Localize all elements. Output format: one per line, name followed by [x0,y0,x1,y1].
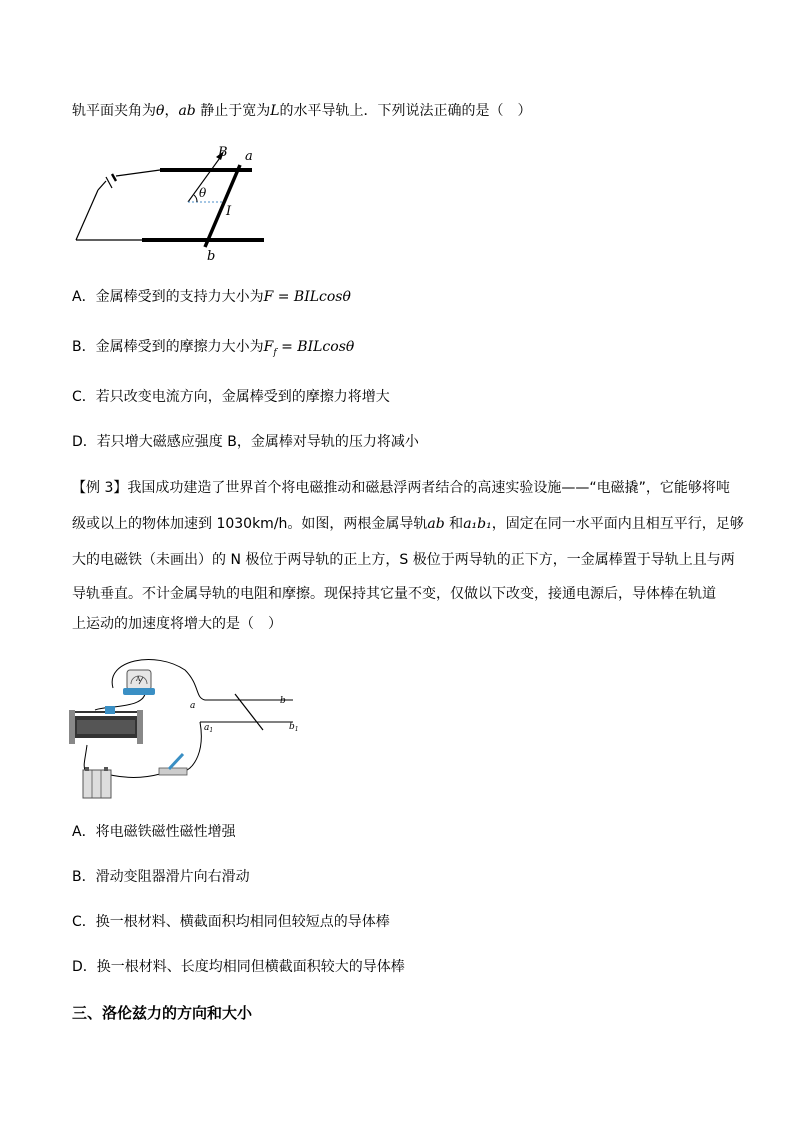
stem-separator: ， [164,103,179,119]
switch-icon [159,754,187,775]
option-a: A．金属棒受到的支持力大小为F = BILcosθ [72,289,351,305]
ammeter-icon [123,670,155,695]
option-b: B．金属棒受到的摩擦力大小为$F_f = BILcos\theta$ [72,339,355,358]
example3-line5: 上运动的加速度将增大的是（ ） [72,616,282,632]
svg-text:A: A [136,676,141,683]
battery-icon [83,767,111,798]
theta-symbol: θ [156,103,165,119]
formula-a: F = BILcosθ [263,289,351,305]
option-c: C．若只改变电流方向，金属棒受到的摩擦力将增大 [72,389,390,405]
example3-option-a: A．将电磁铁磁性磁性增强 [72,824,236,840]
stem-text-mid: 静止于宽为 [195,103,271,119]
rail-label-a: a [190,701,196,711]
rail-field-figure [70,140,270,265]
question-stem [72,101,532,121]
example3-line2: 级或以上的物体加速到 1030km/h。如图，两根金属导轨ab 和a₁b₁，固定在同一水平面内且相互平行，足够 [72,516,744,532]
angle-label-theta: θ [199,186,207,200]
example3-line1: 【例 3】我国成功建造了世界首个将电磁推动和磁悬浮两者结合的高速实验设施——“电磁撬”，它能够将吨 [72,480,730,496]
example3-option-d: D．换一根材料、长度均相同但横截面积较大的导体棒 [72,959,405,975]
rail-label-b1: $b_1$ [289,722,299,733]
example3-option-b: B．滑动变阻器滑片向右滑动 [72,869,250,885]
section-heading: 三、洛伦兹力的方向和大小 [72,1004,253,1022]
example3-line4: 导轨垂直。不计金属导轨的电阻和摩擦。现保持其它量不变，仅做以下改变，接通电源后，导体棒在轨道 [72,586,716,602]
rail-end-label-b: b [207,249,216,264]
rail-end-label-a: a [245,149,253,164]
rail-label-b: b [280,696,286,706]
formula-b: F [263,339,274,355]
field-label-B: B [218,145,228,160]
rod-label-ab: ab [178,103,196,119]
example3-line3: 大的电磁铁（未画出）的 N 极位于两导轨的正上方，S 极位于两导轨的正下方，一金属棒置于导轨上且与两 [72,552,735,568]
battery-icon [106,174,116,188]
sled-circuit-figure [65,650,310,802]
rheostat-icon [69,706,143,744]
stem-text: 轨平面夹角为 [72,103,156,119]
stem-text-end: 的水平导轨上．下列说法正确的是（ ） [279,103,532,119]
width-symbol-L: L [270,103,280,119]
rail-label-a1: $a_1$ [204,723,214,734]
current-label-I: I [226,204,232,219]
example3-option-c: C．换一根材料、横截面积均相同但较短点的导体棒 [72,914,390,930]
option-d: D．若只增大磁感应强度 B，金属棒对导轨的压力将减小 [72,434,419,450]
